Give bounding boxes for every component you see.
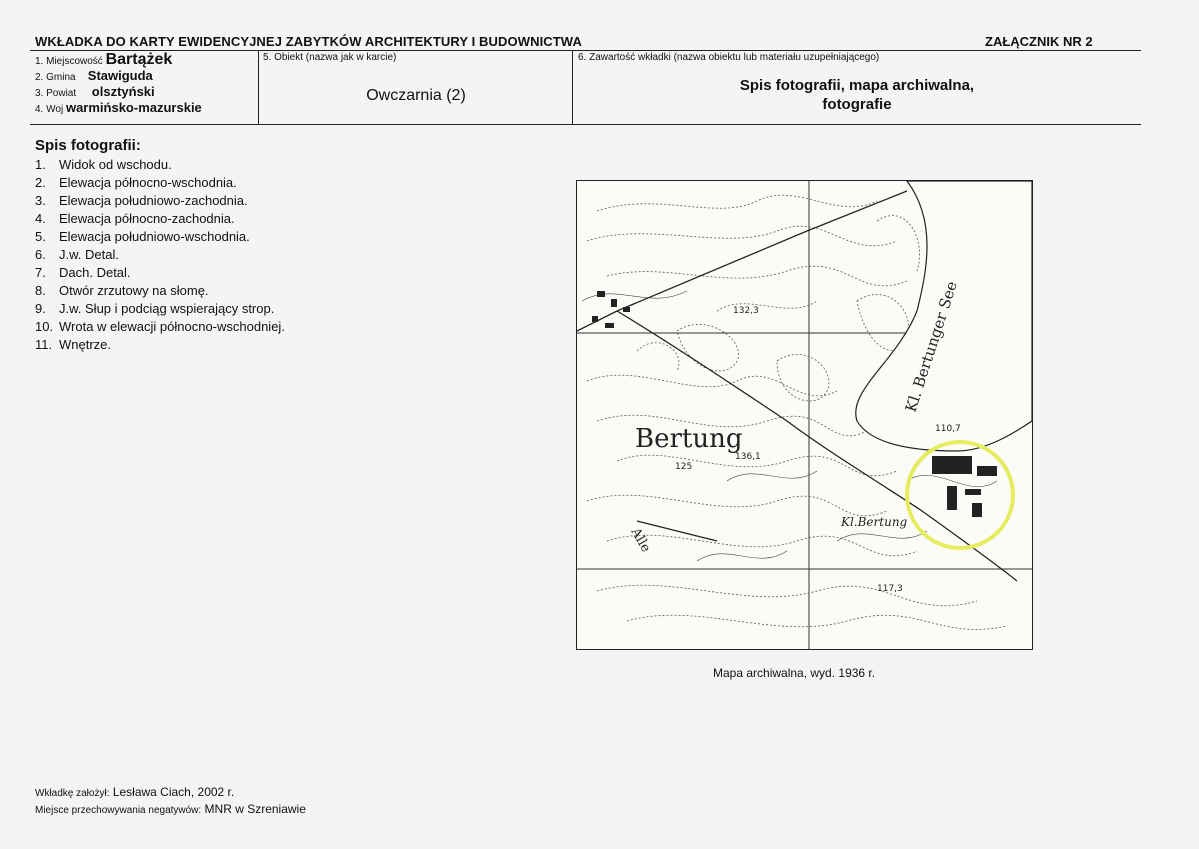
object-label: 5. Obiekt (nazwa jak w karcie) (263, 52, 397, 63)
photo-item-text: Elewacja północno-zachodnia. (59, 211, 235, 226)
archival-map (576, 180, 1033, 650)
photo-item-number: 3. (35, 193, 46, 208)
miejscowosc-label: 1. Miejscowość (35, 56, 103, 67)
photo-item-text: J.w. Detal. (59, 247, 119, 262)
photo-item-number: 5. (35, 229, 46, 244)
photo-list-item (35, 318, 285, 336)
author-label: Wkładkę założył: (35, 788, 110, 799)
map-elevation-3: 136,1 (735, 452, 761, 462)
photo-item-number: 4. (35, 211, 46, 226)
location-cell (35, 52, 255, 116)
storage-label: Miejsce przechowywania negatywów: (35, 805, 202, 816)
village-buildings (592, 291, 630, 328)
photo-item-text: Wnętrze. (59, 337, 112, 352)
powiat-value: olsztyński (91, 84, 155, 99)
author-value: Lesława Ciach, 2002 r. (112, 785, 235, 799)
photo-list-item (35, 210, 285, 228)
photo-item-number: 2. (35, 175, 46, 190)
photo-item-number: 9. (35, 301, 46, 316)
photo-item-text: Dach. Detal. (59, 265, 131, 280)
photo-list-item (35, 228, 285, 246)
photo-list (35, 137, 285, 354)
photo-item-text: Widok od wschodu. (59, 157, 172, 172)
map-elevation-2: 132,3 (733, 306, 759, 316)
map-elevation-5: 117,3 (877, 584, 903, 594)
annex-number: ZAŁĄCZNIK NR 2 (985, 34, 1093, 49)
photo-items (35, 156, 285, 354)
gmina-value: Stawiguda (87, 68, 153, 83)
table-bottom-border (30, 124, 1141, 125)
location-row-powiat (35, 84, 255, 100)
content-value (574, 76, 1140, 114)
content-line-2: fotografie (822, 96, 892, 113)
content-label: 6. Zawartość wkładki (nazwa obiektu lub materiału uzupełniającego) (578, 52, 880, 63)
table-divider-1 (258, 50, 259, 125)
woj-label: 4. Woj (35, 104, 64, 115)
location-row-woj (35, 100, 255, 116)
map-drawing (577, 181, 1032, 649)
woj-value: warmińsko-mazurskie (65, 100, 202, 115)
table-divider-2 (572, 50, 573, 125)
photo-item-number: 1. (35, 157, 46, 172)
photo-item-number: 7. (35, 265, 46, 280)
photo-item-text: J.w. Słup i podciąg wspierający strop. (59, 301, 275, 316)
photo-list-item (35, 174, 285, 192)
farm-buildings (932, 456, 997, 517)
photo-item-text: Otwór zrzutowy na słomę. (59, 283, 209, 298)
photo-list-item (35, 282, 285, 300)
map-elevation-4: 125 (675, 462, 693, 472)
photo-item-number: 11. (35, 337, 53, 352)
photo-item-text: Elewacja południowo-wschodnia. (59, 229, 250, 244)
photo-item-text: Wrota w elewacji północno-wschodniej. (59, 319, 285, 334)
photo-list-heading: Spis fotografii: (35, 137, 141, 154)
photo-list-item (35, 156, 285, 174)
photo-item-text: Elewacja północno-wschodnia. (59, 175, 237, 190)
map-label-village: Bertung (635, 424, 743, 454)
map-caption: Mapa archiwalna, wyd. 1936 r. (713, 666, 876, 680)
photo-list-item (35, 264, 285, 282)
content-line-1: Spis fotografii, mapa archiwalna, (739, 77, 975, 94)
photo-list-item (35, 300, 285, 318)
object-value: Owczarnia (2) (366, 87, 466, 104)
storage-value: MNR w Szreniawie (204, 802, 306, 816)
map-label-farm: Kl.Bertung (841, 515, 908, 529)
photo-item-number: 10. (35, 319, 54, 334)
map-label-lake: Kl. Bertunger See (901, 278, 961, 415)
footer-storage (35, 802, 306, 816)
gmina-label: 2. Gmina (35, 72, 76, 83)
photo-item-text: Elewacja południowo-zachodnia. (59, 193, 248, 208)
powiat-label: 3. Powiat (35, 88, 77, 99)
photo-list-item (35, 336, 285, 354)
location-row-gmina (35, 68, 255, 84)
map-label-alle: Alle (627, 525, 654, 556)
photo-item-number: 8. (35, 283, 46, 298)
footer-author (35, 785, 234, 799)
miejscowosc-value: Bartążek (105, 51, 173, 68)
photo-item-number: 6. (35, 247, 46, 262)
table-top-border (30, 50, 1141, 51)
photo-list-item (35, 192, 285, 210)
location-row-miejscowosc (35, 52, 255, 68)
map-elevation-1: 110,7 (935, 424, 961, 434)
document-title: WKŁADKA DO KARTY EWIDENCYJNEJ ZABYTKÓW ARCHITEKTURY I BUDOWNICTWA (35, 34, 582, 49)
photo-list-item (35, 246, 285, 264)
